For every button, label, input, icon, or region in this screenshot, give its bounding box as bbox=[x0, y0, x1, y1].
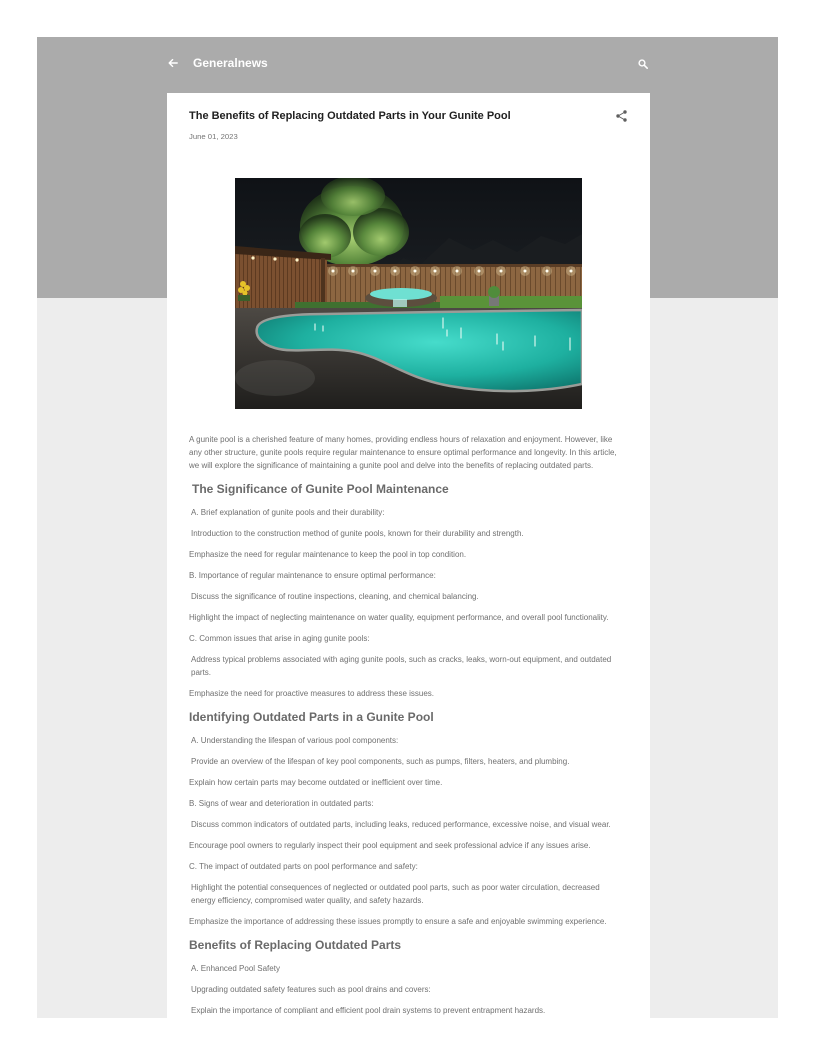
body-paragraph: Discuss the significance of routine inspections, cleaning, and chemical balancing. bbox=[191, 592, 479, 601]
post-card bbox=[167, 93, 650, 1018]
body-paragraph: Address typical problems associated with aging gunite pools, such as cracks, leaks, worn-out equipment, and outdated parts. bbox=[191, 655, 612, 677]
search-icon[interactable] bbox=[638, 59, 648, 69]
post-date: June 01, 2023 bbox=[189, 132, 238, 141]
outline-point: A. Understanding the lifespan of various pool components: bbox=[191, 736, 399, 745]
post-title: The Benefits of Replacing Outdated Parts in Your Gunite Pool bbox=[189, 110, 511, 122]
body-paragraph: Upgrading outdated safety features such as pool drains and covers: bbox=[191, 985, 431, 994]
intro-paragraph: A gunite pool is a cherished feature of many homes, providing endless hours of relaxation and enjoyment. However, like any other structure, gunite pools require regular maintenance to ensure optimal performance and longevity. In this article, we will explore the significance of maintaining a gunite pool and delve into the benefits of replacing outdated parts. bbox=[189, 435, 617, 470]
outline-point: B. Importance of regular maintenance to ensure optimal performance: bbox=[189, 571, 436, 580]
body-paragraph: Discuss common indicators of outdated parts, including leaks, reduced performance, excessive noise, and visual wear. bbox=[191, 820, 611, 829]
section-heading: The Significance of Gunite Pool Maintenance bbox=[192, 482, 449, 496]
body-paragraph: Emphasize the need for proactive measures to address these issues. bbox=[189, 689, 435, 698]
back-arrow-icon[interactable] bbox=[168, 58, 178, 68]
blog-title-link[interactable]: Generalnews bbox=[193, 56, 268, 70]
body-paragraph: Emphasize the need for regular maintenance to keep the pool in top condition. bbox=[189, 550, 467, 559]
section-heading: Benefits of Replacing Outdated Parts bbox=[189, 938, 402, 952]
post-image bbox=[235, 178, 582, 409]
outline-point: C. Common issues that arise in aging gunite pools: bbox=[189, 634, 370, 643]
blog-page bbox=[37, 37, 778, 1018]
outline-point: C. The impact of outdated parts on pool performance and safety: bbox=[189, 862, 418, 871]
outline-point: B. Signs of wear and deterioration in outdated parts: bbox=[189, 799, 374, 808]
outline-point: A. Brief explanation of gunite pools and their durability: bbox=[191, 508, 385, 517]
section-heading: Identifying Outdated Parts in a Gunite Pool bbox=[189, 710, 434, 724]
body-paragraph: Introduction to the construction method of gunite pools, known for their durability and strength. bbox=[191, 529, 524, 538]
outline-point: A. Enhanced Pool Safety bbox=[191, 964, 280, 973]
body-paragraph: Highlight the potential consequences of neglected or outdated pool parts, such as poor water circulation, decreased energy efficiency, compromised water quality, and safety hazards. bbox=[191, 883, 600, 905]
body-paragraph: Emphasize the importance of addressing these issues promptly to ensure a safe and enjoyable swimming experience. bbox=[189, 917, 607, 926]
body-paragraph: Provide an overview of the lifespan of key pool components, such as pumps, filters, heaters, and plumbing. bbox=[191, 757, 570, 766]
body-paragraph: Highlight the impact of neglecting maintenance on water quality, equipment performance, and overall pool functionality. bbox=[189, 613, 609, 622]
post-body bbox=[189, 433, 626, 1017]
body-paragraph: Explain how certain parts may become outdated or inefficient over time. bbox=[189, 778, 443, 787]
post-title-row bbox=[189, 109, 626, 123]
body-paragraph: Explain the importance of compliant and efficient pool drain systems to prevent entrapment hazards. bbox=[191, 1006, 546, 1015]
body-paragraph: Encourage pool owners to regularly inspect their pool equipment and seek professional advice if any issues arise. bbox=[189, 841, 591, 850]
share-icon[interactable] bbox=[616, 110, 627, 122]
